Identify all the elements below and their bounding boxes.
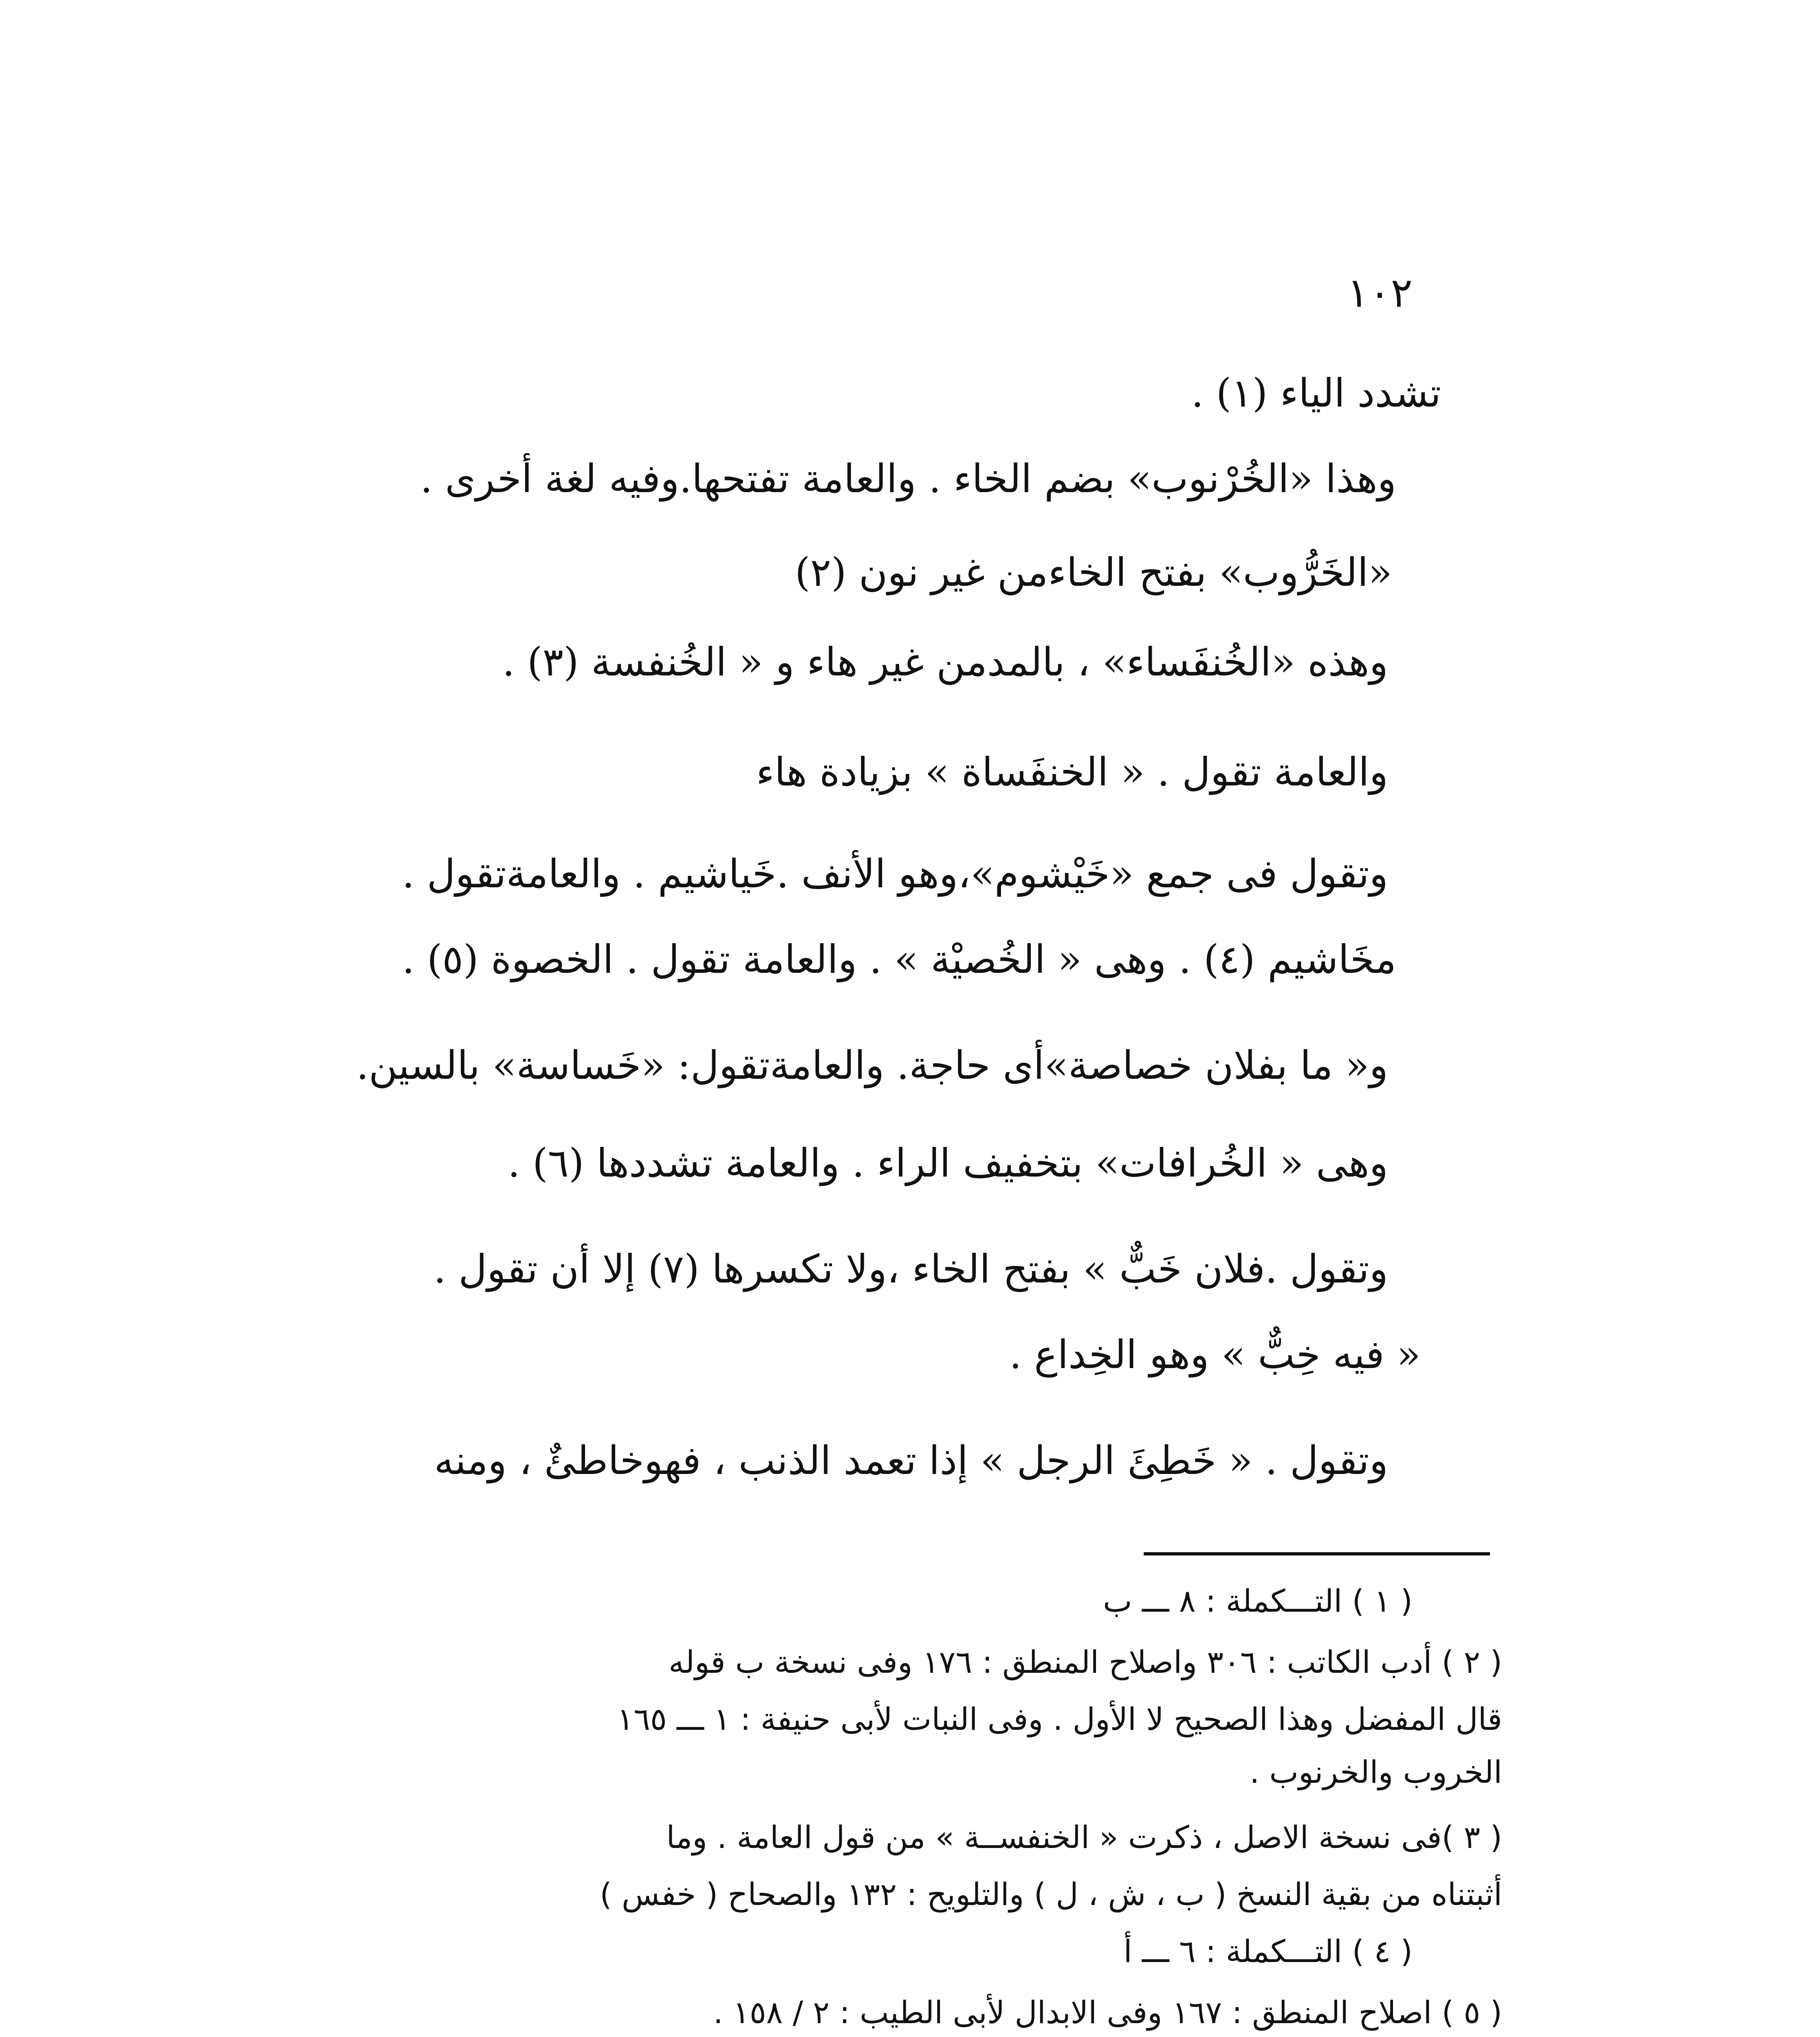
body-line: و« ما بفلان خصاصة»أى حاجة. والعامةتقول: «خَساسة» بالسين. <box>356 1043 1388 1088</box>
footnote-line: ( ١ ) التـــكملة : ٨ ـــ ب <box>1103 1583 1413 1619</box>
body-line: وتقول فى جمع «خَيْشوم»،وهو الأنف .خَياشيم . والعامةتقول . <box>402 851 1388 897</box>
body-line: وتقول . « خَطِئَ الرجل » إذا تعمد الذنب ، فهوخاطئٌ ، ومنه <box>434 1438 1388 1483</box>
body-line: وتقول .فلان خَبٌّ » بفتح الخاء ،ولا تكسرها (٧) إلا أن تقول . <box>434 1246 1388 1292</box>
body-line: وهذه «الخُنفَساء» ، بالمدمن غير هاء و « الخُنفسة (٣) . <box>502 639 1388 685</box>
footnote-line: ( ٤ ) التـــكملة : ٦ ـــ أ <box>1123 1933 1413 1969</box>
body-line: تشدد الياء (١) . <box>1191 370 1441 416</box>
footnote-line: الخروب والخرنوب . <box>1250 1754 1502 1790</box>
footnote-line: ( ٣ )فى نسخة الاصل ، ذكرت « الخنفســة » من قول العامة . وما <box>666 1819 1502 1855</box>
body-line: وهى « الخُرافات» بتخفيف الراء . والعامة تشددها (٦) . <box>507 1140 1388 1186</box>
body-line: وهذا «الخُرْنوب» بضم الخاء . والعامة تفتحها.وفيه لغة أخرى . <box>420 456 1396 502</box>
body-line: والعامة تقول . « الخنفَساة » بزيادة هاء <box>756 749 1388 795</box>
footnote-separator <box>1144 1552 1490 1555</box>
body-line: مخَاشيم (٤) . وهى « الخُصيْة » . والعامة تقول . الخصوة (٥) . <box>402 937 1396 982</box>
footnote-line: ( ٥ ) اصلاح المنطق : ١٦٧ وفى الابدال لأبى الطيب : ٢ / ١٥٨ . <box>713 1994 1502 2030</box>
body-line: « فيه خِبٌّ » وهو الخِداع . <box>1009 1332 1421 1377</box>
page-number: ١٠٢ <box>1347 269 1413 317</box>
body-line: «الخَرُّوب» بفتح الخاءمن غير نون (٢) <box>794 550 1392 595</box>
footnote-line: ( ٢ ) أدب الكاتب : ٣٠٦ واصلاح المنطق : ١٧٦ وفى نسخة ب قوله <box>669 1644 1502 1680</box>
footnote-line: قال المفضل وهذا الصحيح لا الأول . وفى النبات لأبى حنيفة : ١ ـــ ١٦٥ <box>617 1701 1502 1737</box>
footnote-line: أثبتناه من بقية النسخ ( ب ، ش ، ل ) والتلويح : ١٣٢ والصحاح ( خفس ) <box>600 1876 1502 1912</box>
